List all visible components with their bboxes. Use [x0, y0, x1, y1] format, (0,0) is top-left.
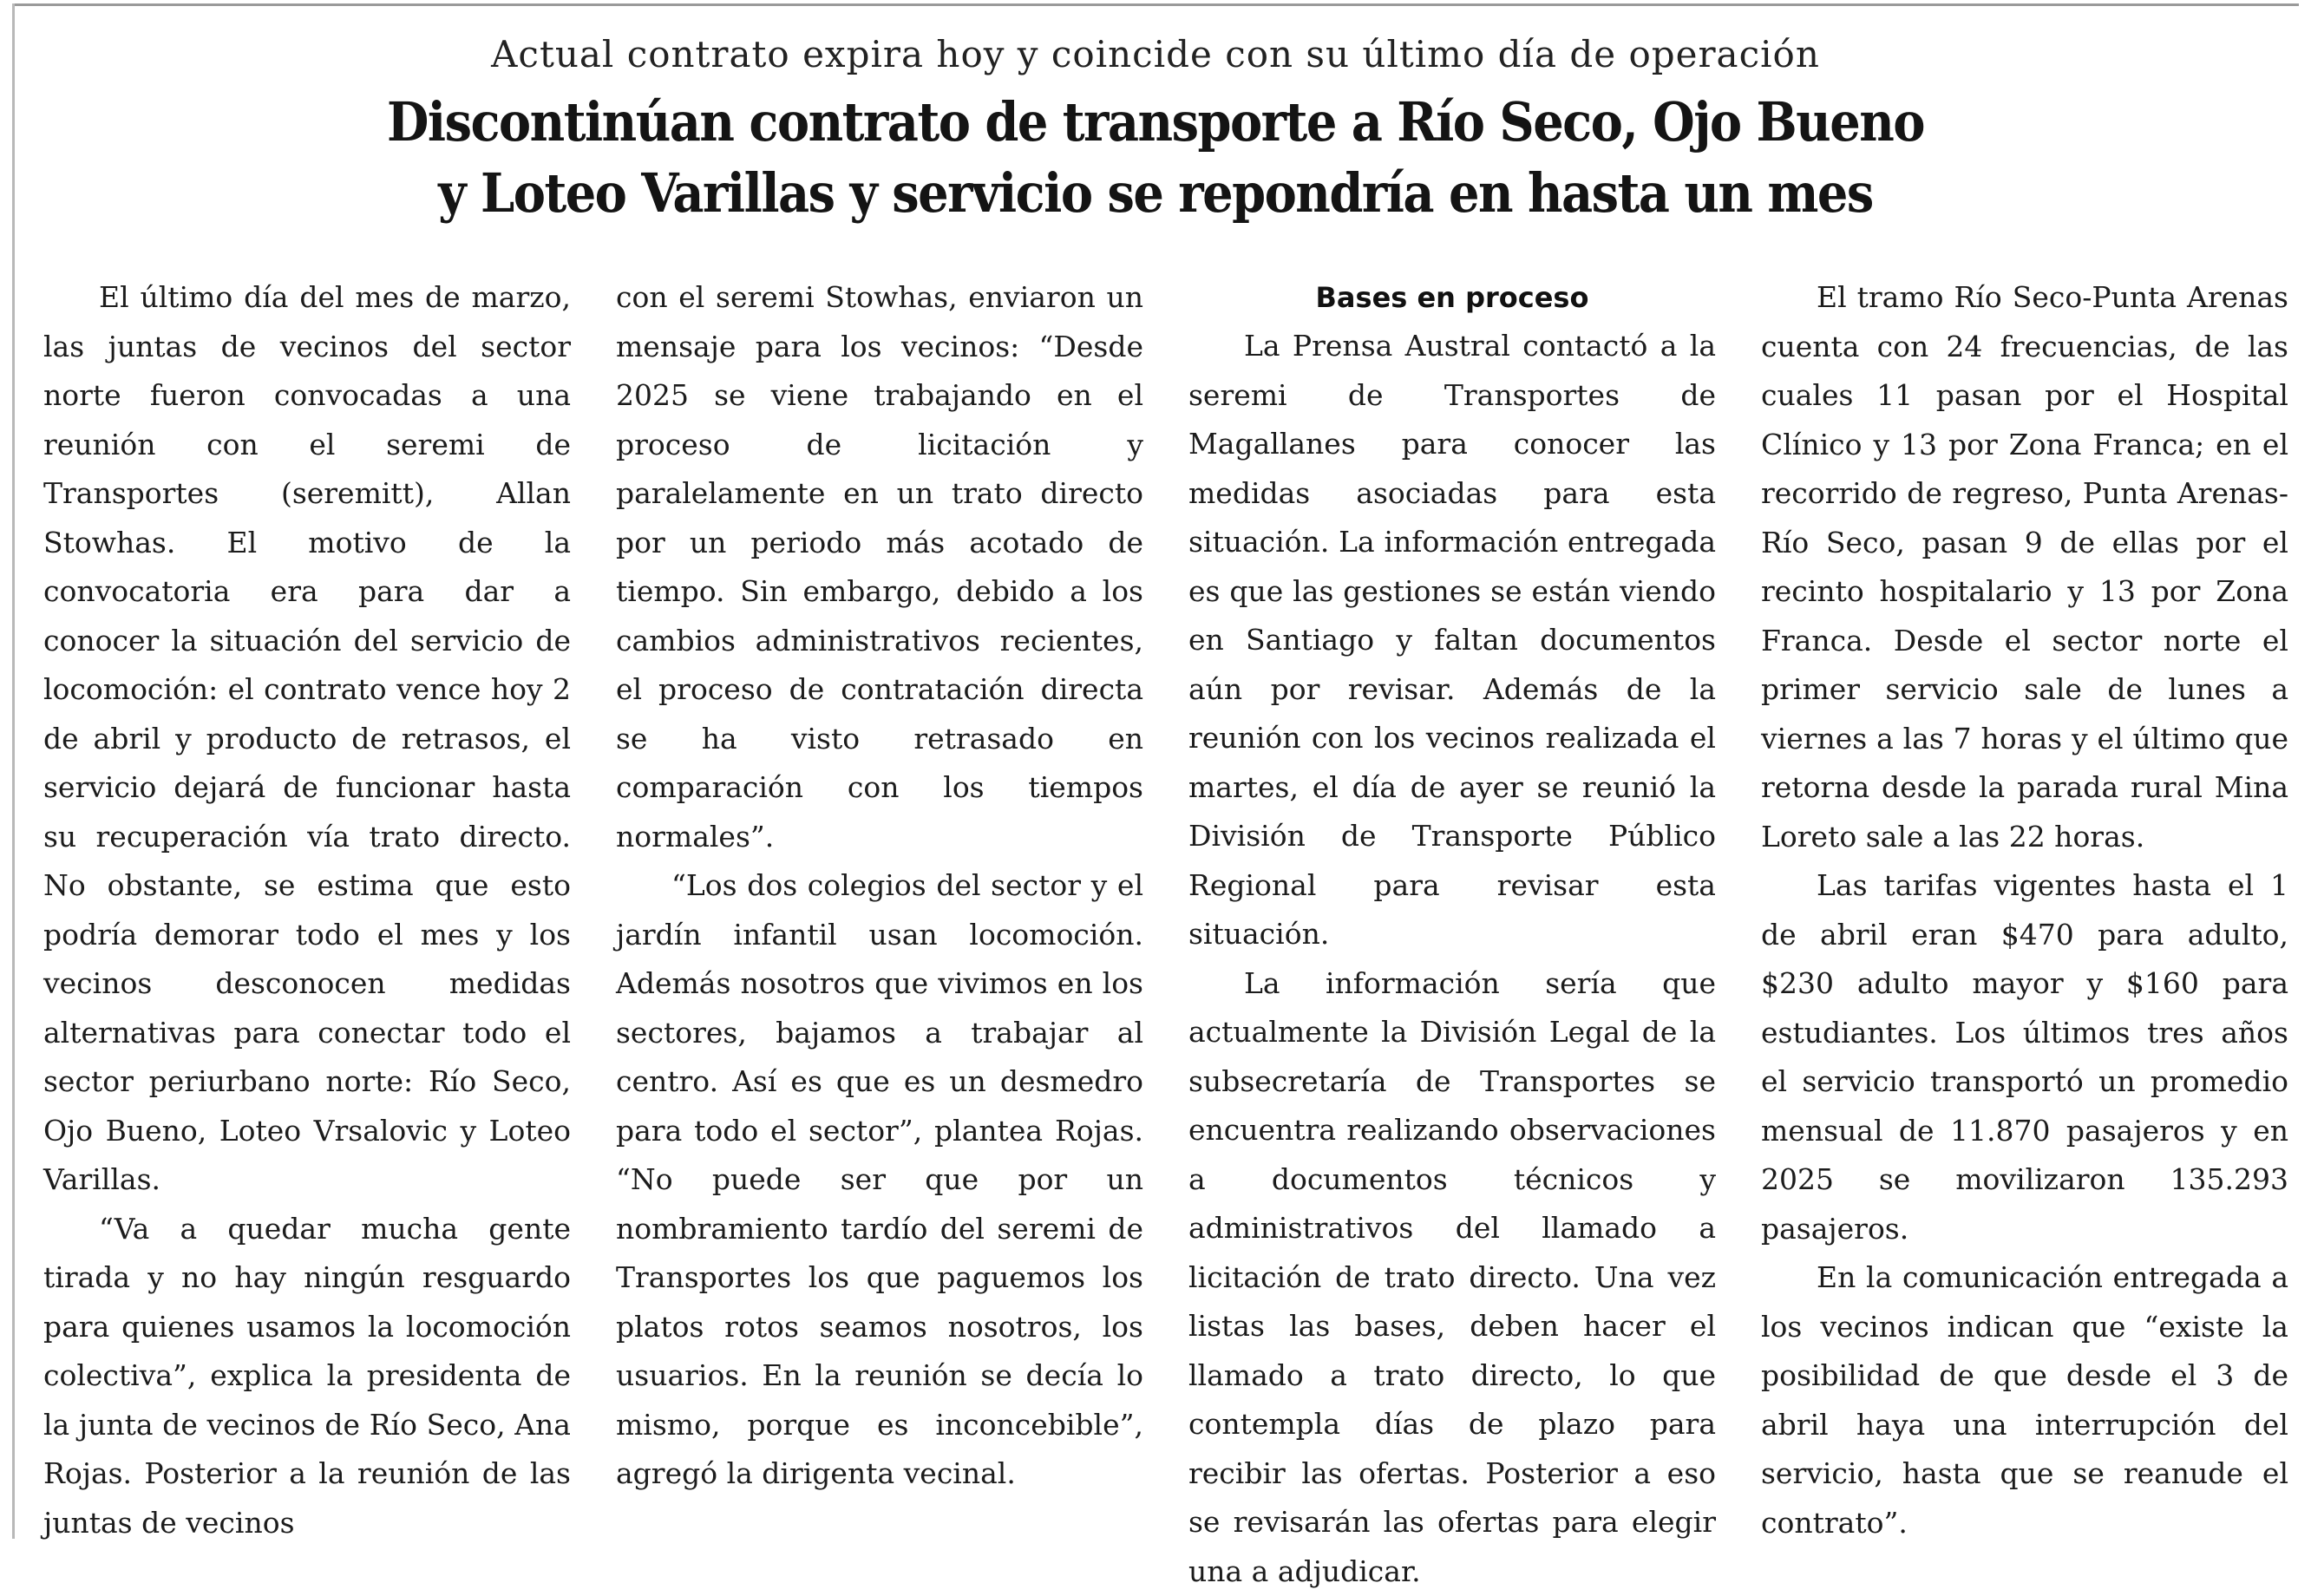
paragraph: “Va a quedar mucha gente tirada y no hay ningún resguardo para quienes usamos la locomoción colectiva”, explica la presidenta de la junta de vecinos de Río Seco, Ana Rojas. Posterior a la reunión de las juntas de vecinos	[43, 1205, 571, 1548]
top-rule	[12, 3, 2299, 6]
paragraph: Las tarifas vigentes hasta el 1 de abril eran $470 para adulto, $230 adulto mayor y $160 para estudiantes. Los últimos tres años el servicio transportó un promedio mensual de 11.870 pasajeros y en 2025 se movilizaron 135.293 pasajeros.	[1761, 861, 2288, 1253]
section-subhead: Bases en proceso	[1188, 273, 1716, 322]
article-body	[43, 273, 2299, 1531]
paragraph: El último día del mes de marzo, las juntas de vecinos del sector norte fueron convocadas a una reunión con el seremi de Transportes (seremitt), Allan Stowhas. El motivo de la convocatoria era para dar a conocer la situación del servicio de locomoción: el contrato vence hoy 2 de abril y producto de retrasos, el servicio dejará de funcionar hasta su recuperación vía trato directo. No obstante, se estima que esto podría demorar todo el mes y los vecinos desconocen medidas alternativas para conectar todo el sector periurbano norte: Río Seco, Ojo Bueno, Loteo Vrsalovic y Loteo Varillas.	[43, 273, 571, 1205]
headline-line-2: y Loteo Varillas y servicio se repondría en hasta un mes	[35, 158, 2276, 229]
column-4	[1761, 273, 2288, 1547]
column-3	[1188, 273, 1716, 1596]
column-2	[616, 273, 1143, 1499]
headline-line-1: Discontinúan contrato de transporte a Río Seco, Ojo Bueno	[35, 87, 2276, 158]
paragraph: La Prensa Austral contactó a la seremi de Transportes de Magallanes para conocer las medidas asociadas para esta situación. La información entregada es que las gestiones se están viendo en Santiago y faltan documentos aún por revisar. Además de la reunión con los vecinos realizada el martes, el día de ayer se reunió la División de Transporte Público Regional para revisar esta situación.	[1188, 322, 1716, 959]
paragraph: con el seremi Stowhas, enviaron un mensaje para los vecinos: “Desde 2025 se viene trabajando en el proceso de licitación y paralelamente en un trato directo por un periodo más acotado de tiempo. Sin embargo, debido a los cambios administrativos recientes, el proceso de contratación directa se ha visto retrasado en comparación con los tiempos normales”.	[616, 273, 1143, 861]
paragraph: La información sería que actualmente la División Legal de la subsecretaría de Transportes se encuentra realizando observaciones a documentos técnicos y administrativos del llamado a licitación de trato directo. Una vez listas las bases, deben hacer el llamado a trato directo, lo que contempla días de plazo para recibir las ofertas. Posterior a eso se revisarán las ofertas para elegir una a adjudicar.	[1188, 959, 1716, 1596]
article-kicker: Actual contrato expira hoy y coincide con su último día de operación	[35, 33, 2276, 75]
paragraph: “Los dos colegios del sector y el jardín infantil usan locomoción. Además nosotros que vivimos en los sectores, bajamos a trabajar al centro. Así es que es un desmedro para todo el sector”, plantea Rojas. “No puede ser que por un nombramiento tardío del seremi de Transportes los que paguemos los platos rotos seamos nosotros, los usuarios. En la reunión se decía lo mismo, porque es inconcebible”, agregó la dirigenta vecinal.	[616, 861, 1143, 1499]
left-rule	[12, 3, 15, 1539]
paragraph: El tramo Río Seco-Punta Arenas cuenta con 24 frecuencias, de las cuales 11 pasan por el Hospital Clínico y 13 por Zona Franca; en el recorrido de regreso, Punta Arenas-Río Seco, pasan 9 de ellas por el recinto hospitalario y 13 por Zona Franca. Desde el sector norte el primer servicio sale de lunes a viernes a las 7 horas y el último que retorna desde la parada rural Mina Loreto sale a las 22 horas.	[1761, 273, 2288, 861]
column-1	[43, 273, 571, 1547]
article-headline	[35, 87, 2276, 229]
paragraph: En la comunicación entregada a los vecinos indican que “existe la posibilidad de que desde el 3 de abril haya una interrupción del servicio, hasta que se reanude el contrato”.	[1761, 1253, 2288, 1547]
